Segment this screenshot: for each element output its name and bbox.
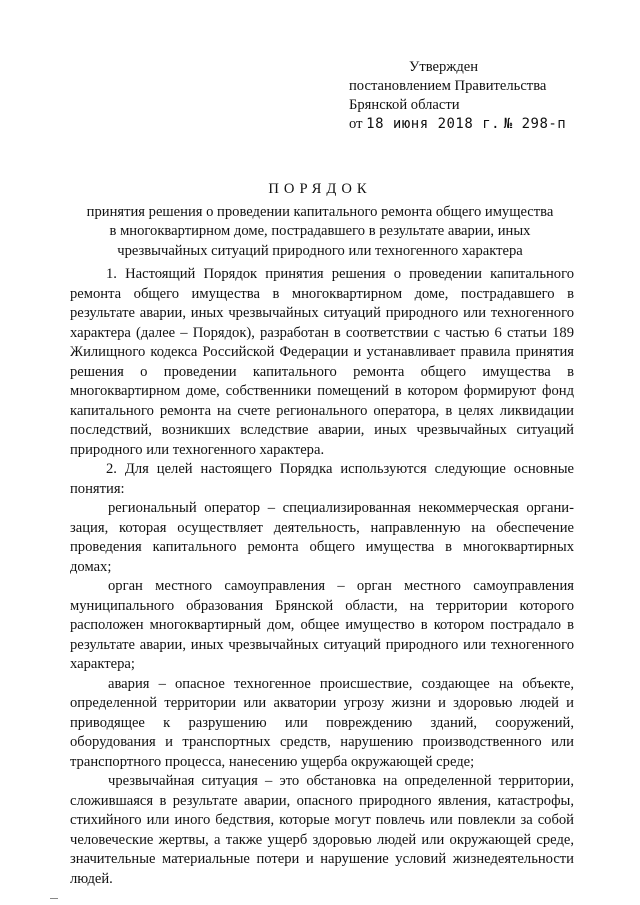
approval-block bbox=[349, 58, 619, 134]
document-title: ПОРЯДОК bbox=[268, 181, 372, 197]
document-subtitle-line: принятия решения о проведении капитального ремонта общего имущества bbox=[86, 203, 554, 220]
approval-date: 18 июня 2018 г. bbox=[366, 116, 501, 132]
approval-date-prefix: от bbox=[349, 116, 363, 132]
document-subtitle-line: в многоквартирном доме, пострадавшего в результате аварии, иных bbox=[109, 223, 531, 239]
definition-regional-operator: региональный оператор – специализированная некоммерческая организация, которая осуществляет деятельность, направленную на обеспечение проведения капитального ремонта общего имущества в многоквартирных домах; bbox=[70, 500, 574, 575]
scan-edge-mark bbox=[50, 898, 58, 899]
definition-emergency: чрезвычайная ситуация – это обстановка на определенной территории, сложившаяся в результате аварии, опасного природного явления, катастрофы, стихийного или иного бедствия, которые могут повлечь или повлекли за собой человеческие жертвы, а также ущерб здоровью людей или окружающей среде, значительные материальные потери и нарушение условий жизнедеятельности людей. bbox=[70, 773, 574, 887]
approval-date-line bbox=[349, 115, 619, 134]
paragraph-1: 1. Настоящий Порядок принятия решения о проведении капитального ремонта общего имущества в многоквартирном доме, пострадавшего в результате аварии, иных чрезвычайных ситуаций природного или техногенного характера (далее – Порядок), разработан в соответствии с частью 6 статьи 189 Жилищного кодекса Российской Федерации и устанавливает правила принятия решения о проведении капитального ремонта общего имущества в многоквартирном доме, собственники помещений в котором формируют фонд капитального ремонта на счете регионального оператора, в целях ликвидации последствий, возникших вследствие аварии, иных чрезвычайных ситуаций природного или техногенного характера. bbox=[70, 266, 574, 458]
approval-number: № 298-п bbox=[503, 116, 567, 132]
document-subtitle-line: чрезвычайных ситуаций природного или техногенного характера bbox=[117, 242, 523, 259]
approval-issuer: постановлением Правительства bbox=[349, 78, 547, 94]
definition-local-government: орган местного самоуправления – орган местного самоуправления муниципального образования Брянской области, на территории которого расположен многоквартирный дом, общее имущество в котором пострадало в результате аварии, иных чрезвычайных ситуаций природного или техногенного характера; bbox=[70, 578, 574, 672]
document-heading bbox=[0, 180, 640, 261]
document-body bbox=[70, 265, 574, 889]
paragraph-2: 2. Для целей настоящего Порядка используются следующие основные понятия: bbox=[70, 461, 574, 497]
approval-region: Брянской области bbox=[349, 97, 460, 113]
definition-accident: авария – опасное техногенное происшествие, создающее на объекте, определенной территории или акватории угрозу жизни и здоровью людей и приводящее к разрушению или повреждению зданий, сооружений, оборудования и транспортных средств, нарушению производственного или транспортного процесса, нанесению ущерба окружающей среде; bbox=[70, 675, 574, 770]
approval-label: Утвержден bbox=[409, 59, 479, 75]
